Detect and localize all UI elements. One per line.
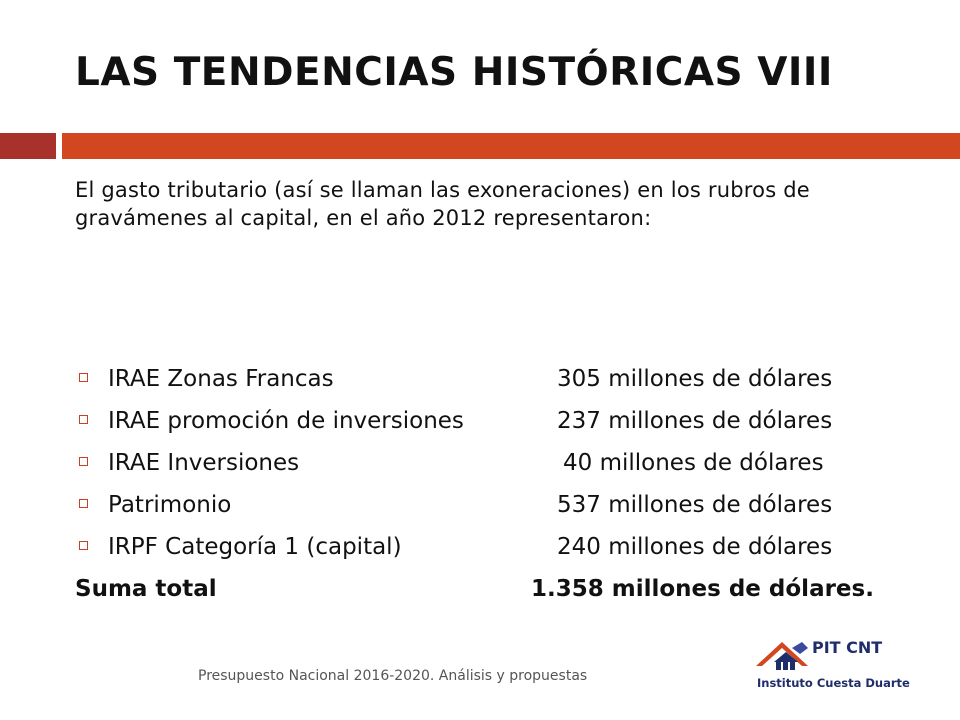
slide-title: LAS TENDENCIAS HISTÓRICAS VIII xyxy=(75,50,833,95)
item-value: 537 millones de dólares xyxy=(557,492,833,518)
total-value: 1.358 millones de dólares. xyxy=(531,576,874,602)
item-label: IRAE Zonas Francas xyxy=(108,366,334,392)
item-value: 40 millones de dólares xyxy=(563,450,824,476)
item-label: IRPF Categoría 1 (capital) xyxy=(108,534,402,560)
square-bullet-icon xyxy=(79,415,88,424)
list-item xyxy=(75,442,915,484)
list-item xyxy=(75,400,915,442)
square-bullet-icon xyxy=(79,457,88,466)
expense-list xyxy=(75,358,915,610)
item-value: 237 millones de dólares xyxy=(557,408,833,434)
square-bullet-icon xyxy=(79,499,88,508)
list-item xyxy=(75,484,915,526)
total-label: Suma total xyxy=(75,576,217,602)
item-value: 240 millones de dólares xyxy=(557,534,833,560)
item-value: 305 millones de dólares xyxy=(557,366,833,392)
item-label: IRAE Inversiones xyxy=(108,450,300,476)
item-label: IRAE promoción de inversiones xyxy=(108,408,464,434)
square-bullet-icon xyxy=(79,373,88,382)
logo-text-pit-cnt: PIT CNT xyxy=(812,638,883,657)
square-bullet-icon xyxy=(79,541,88,550)
item-label: Patrimonio xyxy=(108,492,232,518)
footer-text: Presupuesto Nacional 2016-2020. Análisis y propuestas xyxy=(198,668,588,684)
total-row xyxy=(75,568,915,610)
accent-bar xyxy=(62,133,960,159)
accent-bar-left xyxy=(0,133,56,159)
list-item xyxy=(75,358,915,400)
list-item xyxy=(75,526,915,568)
intro-text: El gasto tributario (así se llaman las exoneraciones) en los rubros de gravámenes al capital, en el año 2012 representaron: xyxy=(75,178,810,230)
logo-text-instituto: Instituto Cuesta Duarte xyxy=(757,676,910,690)
pit-cnt-logo xyxy=(752,632,910,694)
